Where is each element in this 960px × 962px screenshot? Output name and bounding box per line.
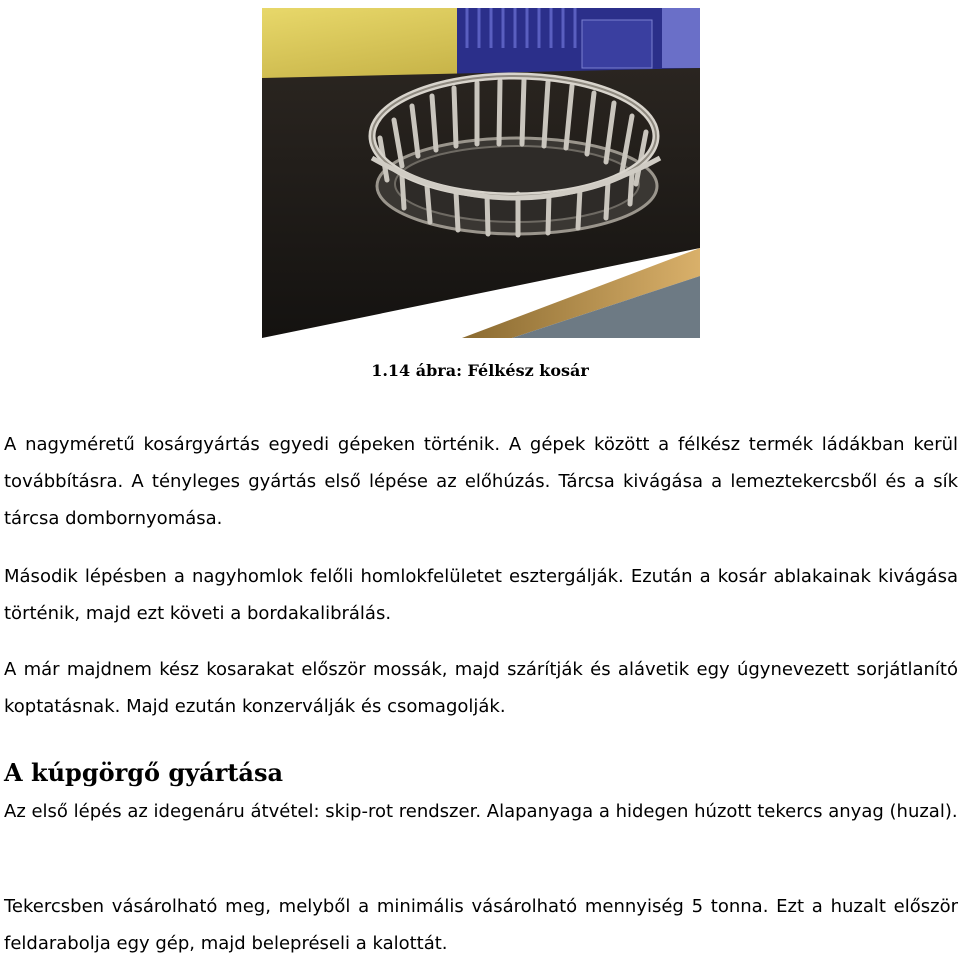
paragraph-first-step: Az első lépés az idegenáru átvétel: skip-rot rendszer. Alapanyaga a hidegen húzott tekercs anyag (huzal). [4,801,958,822]
figure-caption: 1.14 ábra: Félkész kosár [371,361,589,380]
paragraph-coil-purchase: Tekercsben vásárolható meg, melyből a minimális vásárolható mennyiség 5 tonna. Ezt a huzalt először feldarabolja egy gép, majd belepréseli a kalottát. [4,896,958,954]
section-heading: A kúpgörgő gyártása [4,758,284,787]
basket-photo [262,8,700,338]
paragraph-second-step: Második lépésben a nagyhomlok felőli homlokfelületet esztergálják. Ezután a kosár ablakainak kivágása történik, majd ezt követi a bordakalibrálás. [4,566,958,624]
paragraph-washing: A már majdnem kész kosarakat először mossák, majd szárítják és alávetik egy úgynevezett sorjátlanító koptatásnak. Majd ezután konzerválják és csomagolják. [4,659,958,717]
paragraph-basket-production: A nagyméretű kosárgyártás egyedi gépeken történik. A gépek között a félkész termék ládákban kerül továbbításra. A tényleges gyártás első lépése az előhúzás. Tárcsa kivágása a lemeztekercsből és a sík tárcsa dombornyomása. [4,434,958,529]
